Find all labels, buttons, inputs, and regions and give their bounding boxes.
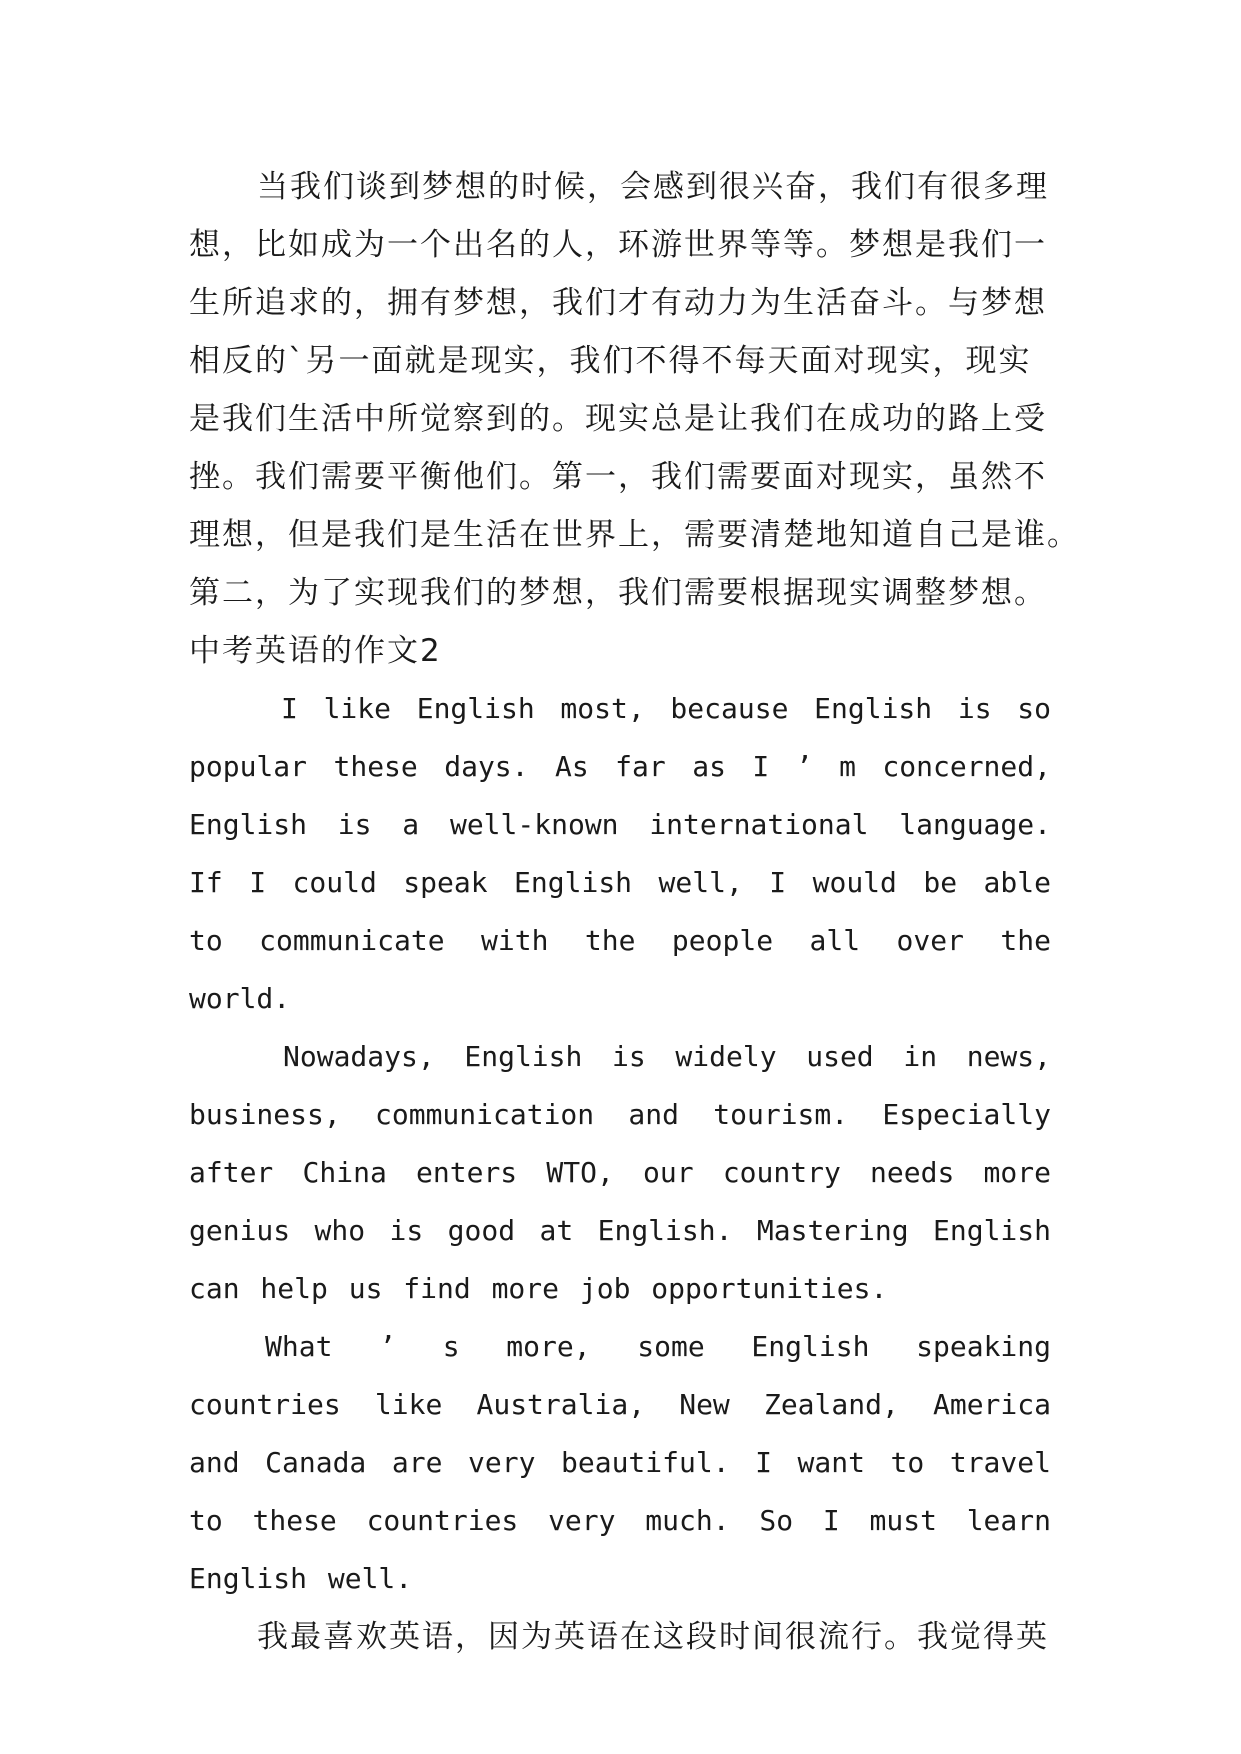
- essay1-line: 是我们生活中所觉察到的。现实总是让我们在成功的路上受: [189, 401, 1047, 437]
- essay1-line: 相反的`另一面就是现实，我们不得不每天面对现实，现实: [189, 343, 1032, 379]
- essay2-translation-start: 我最喜欢英语，因为英语在这段时间很流行。我觉得英: [257, 1619, 1049, 1655]
- essay1-line: 第二，为了实现我们的梦想，我们需要根据现实调整梦想。: [189, 575, 1047, 611]
- essay2-paragraph-3: What ’ s more, some English speaking countries like Australia, New Zealand, America and Canada are very beautiful. I want to travel to these countries very much. So I must learn English well.: [189, 1330, 1051, 1595]
- essay2-paragraph-2: Nowadays, English is widely used in news, business, communication and tourism. Especially after China enters WTO, our country needs more genius who is good at English. Mastering English can help us find more job opportunities.: [189, 1040, 1051, 1305]
- essay1-paragraph: [189, 158, 1080, 622]
- essay2-title: 中考英语的作文2: [189, 633, 442, 669]
- document-page: [189, 158, 1080, 1666]
- essay1-line: 挫。我们需要平衡他们。第一，我们需要面对现实，虽然不: [189, 459, 1047, 495]
- essay1-line: 理想，但是我们是生活在世界上，需要清楚地知道自己是谁。: [189, 517, 1080, 553]
- essay1-line: 生所追求的，拥有梦想，我们才有动力为生活奋斗。与梦想: [189, 285, 1047, 321]
- essay1-line: 想，比如成为一个出名的人，环游世界等等。梦想是我们一: [189, 227, 1047, 263]
- essay1-line: 当我们谈到梦想的时候，会感到很兴奋，我们有很多理: [257, 169, 1049, 205]
- essay2-paragraph-1: I like English most, because English is so popular these days. As far as I ’ m concerned, English is a well-known international language. If I could speak English well, I would be able to communicate with the people all over the world.: [189, 692, 1051, 1015]
